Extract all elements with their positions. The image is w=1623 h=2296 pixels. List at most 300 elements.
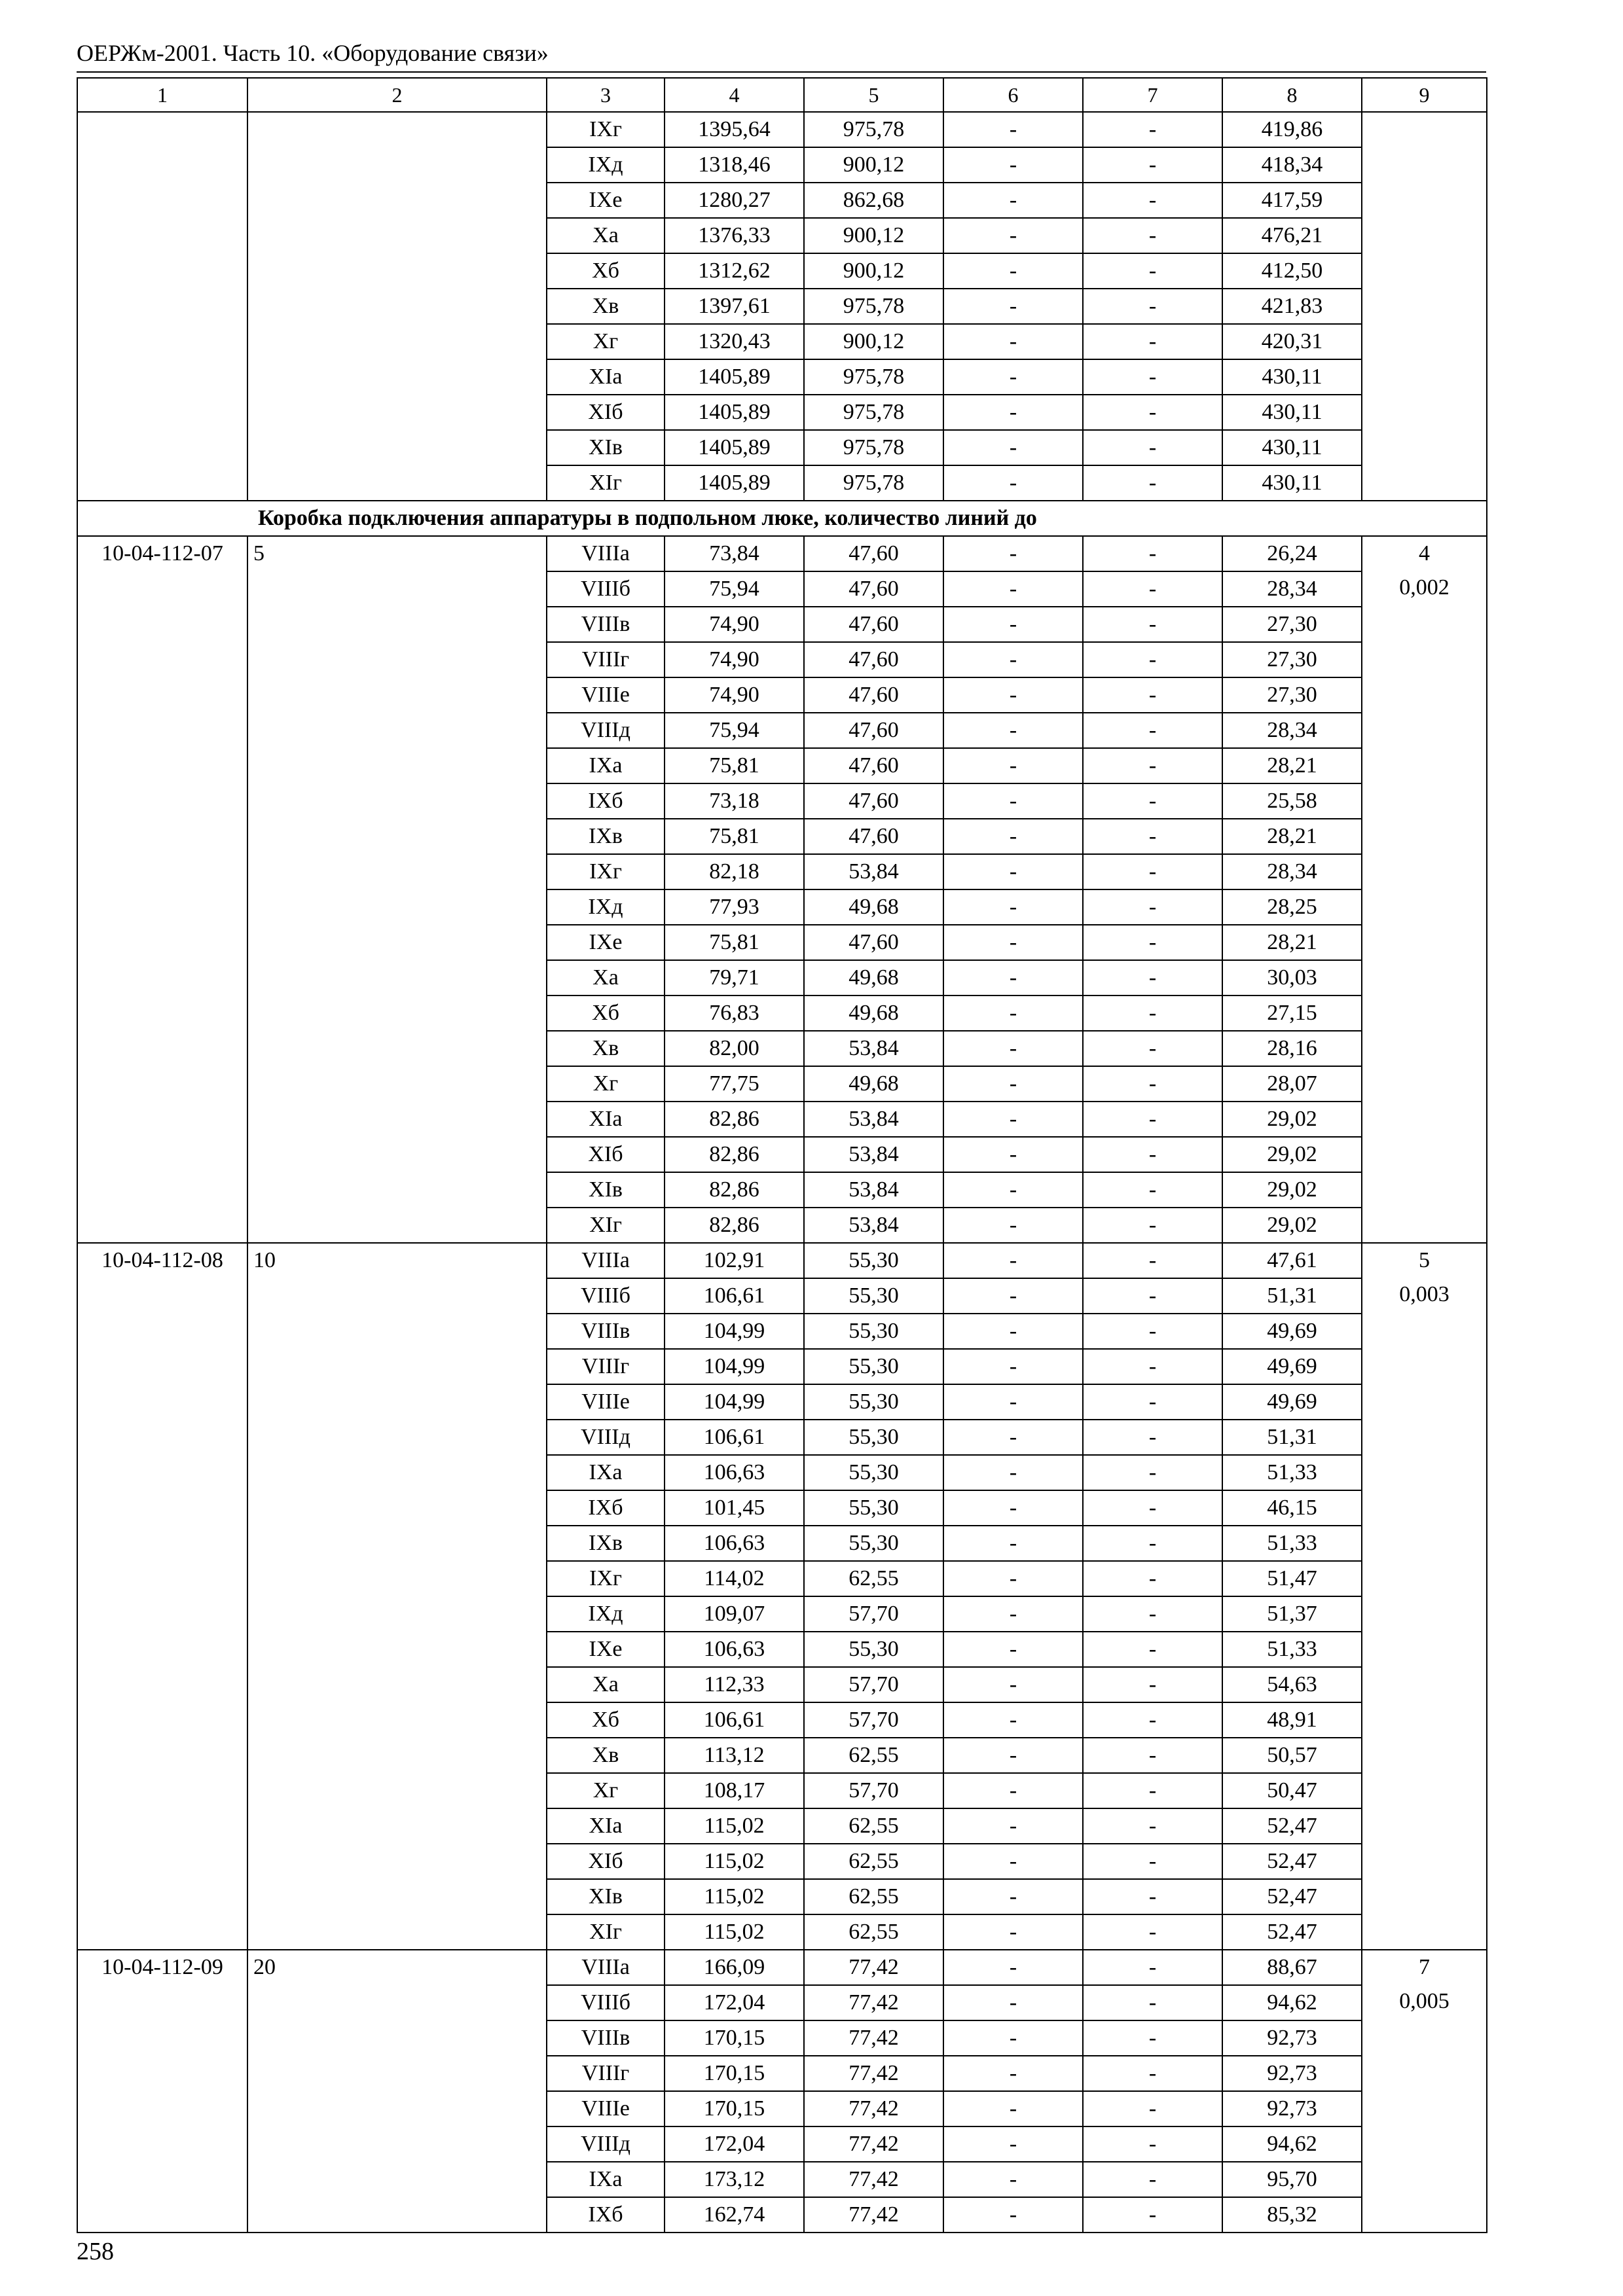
table-cell: 57,70 <box>804 1702 943 1738</box>
table-cell: 1395,64 <box>665 112 804 147</box>
table-cell: VIIIе <box>547 677 665 713</box>
table-row <box>77 536 1487 571</box>
col9-value: 7 <box>1419 1955 1430 1979</box>
table-cell: - <box>1083 677 1222 713</box>
table-cell: 75,81 <box>665 925 804 960</box>
table-cell: VIIIд <box>547 713 665 748</box>
table-cell: 900,12 <box>804 253 943 289</box>
code-cell: 10-04-112-08 <box>77 1243 247 1950</box>
table-cell: 29,02 <box>1222 1172 1362 1208</box>
table-cell: 28,21 <box>1222 819 1362 854</box>
table-cell: - <box>1083 2020 1222 2056</box>
table-cell: 57,70 <box>804 1667 943 1702</box>
table-cell: - <box>1083 1950 1222 1985</box>
table-cell: 28,21 <box>1222 748 1362 783</box>
table-cell: - <box>1083 1490 1222 1526</box>
table-cell: - <box>943 889 1083 925</box>
table-cell: 75,94 <box>665 571 804 607</box>
price-table <box>77 77 1487 2233</box>
table-cell: - <box>1083 1243 1222 1278</box>
table-cell: XIг <box>547 1208 665 1243</box>
table-row <box>77 112 1487 147</box>
table-cell: 77,42 <box>804 2091 943 2126</box>
table-cell: 115,02 <box>665 1879 804 1914</box>
table-cell: - <box>1083 430 1222 465</box>
table-cell: 85,32 <box>1222 2197 1362 2233</box>
table-cell: 430,11 <box>1222 465 1362 501</box>
table-cell: 115,02 <box>665 1844 804 1879</box>
table-cell: - <box>943 1031 1083 1066</box>
table-cell: - <box>1083 1455 1222 1490</box>
table-cell: 115,02 <box>665 1914 804 1950</box>
table-cell: 27,30 <box>1222 607 1362 642</box>
table-cell: - <box>943 2056 1083 2091</box>
table-cell: - <box>1083 289 1222 324</box>
table-cell: - <box>943 1702 1083 1738</box>
table-cell: VIIIб <box>547 1278 665 1314</box>
table-cell: 79,71 <box>665 960 804 996</box>
table-cell: 74,90 <box>665 677 804 713</box>
col9-value: 0,005 <box>1399 1989 1450 2013</box>
table-cell: 900,12 <box>804 147 943 183</box>
table-cell: - <box>943 1844 1083 1879</box>
table-cell: - <box>943 1137 1083 1172</box>
col9-cell <box>1362 1243 1487 1950</box>
section-title: Коробка подключения аппаратуры в подпольном люке, количество линий до <box>77 501 1487 536</box>
page-number: 258 <box>77 2238 114 2265</box>
table-cell: - <box>1083 1596 1222 1632</box>
table-cell: 113,12 <box>665 1738 804 1773</box>
table-cell: 112,33 <box>665 1667 804 1702</box>
table-cell: 430,11 <box>1222 359 1362 395</box>
table-cell: VIIIб <box>547 1985 665 2020</box>
table-cell: 421,83 <box>1222 289 1362 324</box>
table-cell: - <box>1083 783 1222 819</box>
table-cell: 1405,89 <box>665 395 804 430</box>
table-cell: IXг <box>547 854 665 889</box>
table-cell: 115,02 <box>665 1808 804 1844</box>
table-cell: - <box>1083 642 1222 677</box>
table-cell: - <box>1083 1208 1222 1243</box>
table-cell: 55,30 <box>804 1349 943 1384</box>
table-cell: - <box>943 819 1083 854</box>
table-cell: - <box>1083 2056 1222 2091</box>
table-cell: IXб <box>547 783 665 819</box>
table-cell: 51,31 <box>1222 1420 1362 1455</box>
table-cell: - <box>1083 2091 1222 2126</box>
table-cell: 55,30 <box>804 1420 943 1455</box>
table-cell: - <box>943 854 1083 889</box>
table-cell: - <box>943 2162 1083 2197</box>
table-cell: Xг <box>547 1066 665 1102</box>
table-cell: - <box>1083 1808 1222 1844</box>
column-header: 3 <box>547 78 665 112</box>
table-cell: 47,60 <box>804 536 943 571</box>
table-cell: - <box>943 1490 1083 1526</box>
table-cell: 82,00 <box>665 1031 804 1066</box>
table-cell: 53,84 <box>804 1208 943 1243</box>
table-cell: - <box>1083 324 1222 359</box>
table-cell: - <box>943 783 1083 819</box>
table-cell: - <box>1083 2126 1222 2162</box>
table-cell: 82,86 <box>665 1172 804 1208</box>
table-cell: IXе <box>547 925 665 960</box>
table-cell: 62,55 <box>804 1914 943 1950</box>
table-cell: XIв <box>547 430 665 465</box>
table-cell: - <box>943 183 1083 218</box>
table-cell: 55,30 <box>804 1384 943 1420</box>
table-cell: - <box>943 1596 1083 1632</box>
table-cell: - <box>943 642 1083 677</box>
table-cell: IXг <box>547 112 665 147</box>
table-cell: 104,99 <box>665 1384 804 1420</box>
column-header-row <box>77 78 1487 112</box>
table-cell: - <box>1083 1879 1222 1914</box>
table-cell: - <box>943 677 1083 713</box>
table-cell: IXе <box>547 183 665 218</box>
table-cell: - <box>1083 748 1222 783</box>
table-cell: - <box>943 1808 1083 1844</box>
table-cell: 47,60 <box>804 783 943 819</box>
table-cell: 77,42 <box>804 2126 943 2162</box>
table-cell: VIIIд <box>547 2126 665 2162</box>
table-cell: 51,33 <box>1222 1526 1362 1561</box>
table-cell: - <box>943 1384 1083 1420</box>
table-cell: Xг <box>547 1773 665 1808</box>
table-cell: - <box>1083 1738 1222 1773</box>
table-cell: - <box>943 996 1083 1031</box>
table-cell: 82,86 <box>665 1208 804 1243</box>
table-cell: 77,42 <box>804 1985 943 2020</box>
table-cell: 54,63 <box>1222 1667 1362 1702</box>
table-cell: XIб <box>547 1137 665 1172</box>
table-cell: - <box>943 1314 1083 1349</box>
header-rule <box>77 71 1486 73</box>
table-cell: 1405,89 <box>665 430 804 465</box>
table-cell: XIг <box>547 1914 665 1950</box>
table-cell: 57,70 <box>804 1596 943 1632</box>
code-cell: 10-04-112-09 <box>77 1950 247 2233</box>
table-cell: - <box>1083 2162 1222 2197</box>
table-cell: 29,02 <box>1222 1208 1362 1243</box>
table-cell: 25,58 <box>1222 783 1362 819</box>
table-cell: 55,30 <box>804 1455 943 1490</box>
param-cell: 20 <box>247 1950 547 2233</box>
table-cell: - <box>943 430 1083 465</box>
table-cell: 49,69 <box>1222 1384 1362 1420</box>
table-cell: 1405,89 <box>665 465 804 501</box>
table-cell: 75,81 <box>665 819 804 854</box>
table-cell: 49,68 <box>804 1066 943 1102</box>
table-cell: - <box>1083 1702 1222 1738</box>
table-cell: - <box>1083 1384 1222 1420</box>
table-cell: 27,15 <box>1222 996 1362 1031</box>
table-cell: 53,84 <box>804 1172 943 1208</box>
table-cell: VIIIв <box>547 2020 665 2056</box>
table-cell: 170,15 <box>665 2056 804 2091</box>
table-cell: 52,47 <box>1222 1808 1362 1844</box>
table-cell: 170,15 <box>665 2020 804 2056</box>
table-cell: IXб <box>547 2197 665 2233</box>
table-cell: 51,31 <box>1222 1278 1362 1314</box>
table-cell: 173,12 <box>665 2162 804 2197</box>
table-cell: - <box>1083 183 1222 218</box>
table-cell: 420,31 <box>1222 324 1362 359</box>
table-cell: 106,61 <box>665 1420 804 1455</box>
table-cell: 900,12 <box>804 218 943 253</box>
table-cell: 28,34 <box>1222 713 1362 748</box>
table-cell: 94,62 <box>1222 1985 1362 2020</box>
table-cell: Xв <box>547 289 665 324</box>
table-cell: XIа <box>547 1808 665 1844</box>
table-cell: 900,12 <box>804 324 943 359</box>
col9-cell <box>1362 112 1487 501</box>
table-cell: 92,73 <box>1222 2056 1362 2091</box>
table-cell: - <box>943 2197 1083 2233</box>
table-cell: 101,45 <box>665 1490 804 1526</box>
table-cell: 1312,62 <box>665 253 804 289</box>
table-cell: 418,34 <box>1222 147 1362 183</box>
param-cell <box>247 112 547 501</box>
section-title-row <box>77 501 1487 536</box>
table-cell: XIб <box>547 395 665 430</box>
table-cell: - <box>1083 1420 1222 1455</box>
table-cell: 51,47 <box>1222 1561 1362 1596</box>
table-cell: - <box>1083 1278 1222 1314</box>
table-cell: - <box>943 1208 1083 1243</box>
table-cell: 75,94 <box>665 713 804 748</box>
column-header: 8 <box>1222 78 1362 112</box>
table-cell: IXа <box>547 748 665 783</box>
table-cell: - <box>1083 395 1222 430</box>
table-cell: 30,03 <box>1222 960 1362 996</box>
table-cell: 62,55 <box>804 1879 943 1914</box>
table-cell: Xа <box>547 218 665 253</box>
table-cell: - <box>1083 571 1222 607</box>
table-cell: Xб <box>547 253 665 289</box>
table-cell: 106,63 <box>665 1526 804 1561</box>
table-cell: - <box>1083 1172 1222 1208</box>
table-cell: - <box>943 925 1083 960</box>
table-cell: 55,30 <box>804 1278 943 1314</box>
column-header: 7 <box>1083 78 1222 112</box>
code-cell: 10-04-112-07 <box>77 536 247 1243</box>
table-cell: 47,60 <box>804 677 943 713</box>
table-cell: - <box>943 1667 1083 1702</box>
table-cell: 48,91 <box>1222 1702 1362 1738</box>
table-cell: 94,62 <box>1222 2126 1362 2162</box>
table-cell: 73,84 <box>665 536 804 571</box>
table-cell: 975,78 <box>804 289 943 324</box>
table-cell: VIIIг <box>547 642 665 677</box>
column-header: 2 <box>247 78 547 112</box>
table-cell: XIб <box>547 1844 665 1879</box>
table-cell: - <box>943 112 1083 147</box>
table-cell: - <box>1083 1844 1222 1879</box>
table-cell: - <box>1083 359 1222 395</box>
column-header: 6 <box>943 78 1083 112</box>
table-cell: - <box>1083 713 1222 748</box>
table-cell: - <box>943 253 1083 289</box>
table-cell: XIа <box>547 359 665 395</box>
table-cell: IXб <box>547 1490 665 1526</box>
table-cell: 55,30 <box>804 1314 943 1349</box>
table-cell: 975,78 <box>804 430 943 465</box>
table-cell: 55,30 <box>804 1243 943 1278</box>
table-cell: Xа <box>547 960 665 996</box>
table-cell: 77,93 <box>665 889 804 925</box>
table-cell: 77,42 <box>804 2162 943 2197</box>
table-cell: 53,84 <box>804 1031 943 1066</box>
table-cell: 74,90 <box>665 642 804 677</box>
table-cell: 47,61 <box>1222 1243 1362 1278</box>
column-header: 1 <box>77 78 247 112</box>
table-cell: - <box>1083 1985 1222 2020</box>
table-cell: - <box>1083 1349 1222 1384</box>
table-cell: 77,42 <box>804 1950 943 1985</box>
table-cell: 46,15 <box>1222 1490 1362 1526</box>
table-cell: 53,84 <box>804 1137 943 1172</box>
table-cell: 77,42 <box>804 2056 943 2091</box>
table-cell: - <box>943 1985 1083 2020</box>
table-cell: - <box>1083 112 1222 147</box>
table-cell: - <box>1083 1561 1222 1596</box>
table-cell: - <box>1083 889 1222 925</box>
table-cell: IXе <box>547 1632 665 1667</box>
table-cell: 412,50 <box>1222 253 1362 289</box>
table-cell: 50,57 <box>1222 1738 1362 1773</box>
table-cell: VIIIа <box>547 536 665 571</box>
table-cell: 50,47 <box>1222 1773 1362 1808</box>
table-row <box>77 1950 1487 1985</box>
code-cell <box>77 112 247 501</box>
table-cell: - <box>1083 147 1222 183</box>
table-cell: 76,83 <box>665 996 804 1031</box>
table-cell: 47,60 <box>804 748 943 783</box>
table-cell: 62,55 <box>804 1808 943 1844</box>
param-cell: 5 <box>247 536 547 1243</box>
table-cell: XIв <box>547 1879 665 1914</box>
table-cell: VIIIв <box>547 607 665 642</box>
table-cell: 47,60 <box>804 819 943 854</box>
table-cell: - <box>943 713 1083 748</box>
table-cell: 52,47 <box>1222 1914 1362 1950</box>
table-cell: 419,86 <box>1222 112 1362 147</box>
table-cell: 417,59 <box>1222 183 1362 218</box>
table-cell: 26,24 <box>1222 536 1362 571</box>
table-cell: - <box>943 359 1083 395</box>
table-cell: 88,67 <box>1222 1950 1362 1985</box>
table-cell: - <box>943 1455 1083 1490</box>
table-cell: Xа <box>547 1667 665 1702</box>
table-cell: 82,86 <box>665 1137 804 1172</box>
table-cell: 28,34 <box>1222 854 1362 889</box>
table-cell: - <box>943 1102 1083 1137</box>
table-cell: 1280,27 <box>665 183 804 218</box>
table-cell: 1397,61 <box>665 289 804 324</box>
table-cell: 55,30 <box>804 1526 943 1561</box>
table-cell: 430,11 <box>1222 430 1362 465</box>
table-cell: 49,69 <box>1222 1349 1362 1384</box>
table-cell: 82,18 <box>665 854 804 889</box>
table-cell: 104,99 <box>665 1349 804 1384</box>
table-cell: IXд <box>547 889 665 925</box>
table-cell: 29,02 <box>1222 1137 1362 1172</box>
table-cell: 102,91 <box>665 1243 804 1278</box>
table-cell: - <box>1083 854 1222 889</box>
table-cell: 47,60 <box>804 607 943 642</box>
table-cell: - <box>1083 607 1222 642</box>
table-cell: 51,37 <box>1222 1596 1362 1632</box>
table-cell: - <box>1083 1137 1222 1172</box>
page-header-title: ОЕРЖм-2001. Часть 10. «Оборудование связи» <box>77 40 549 66</box>
table-cell: - <box>1083 1773 1222 1808</box>
table-cell: - <box>1083 1667 1222 1702</box>
table-cell: 1320,43 <box>665 324 804 359</box>
table-cell: - <box>1083 253 1222 289</box>
table-cell: 73,18 <box>665 783 804 819</box>
table-cell: - <box>943 1526 1083 1561</box>
table-cell: 49,68 <box>804 889 943 925</box>
table-cell: VIIIд <box>547 1420 665 1455</box>
table-cell: IXг <box>547 1561 665 1596</box>
table-cell: - <box>943 1243 1083 1278</box>
table-cell: 47,60 <box>804 713 943 748</box>
table-cell: - <box>943 1420 1083 1455</box>
table-cell: - <box>943 289 1083 324</box>
table-cell: 170,15 <box>665 2091 804 2126</box>
col9-value: 4 <box>1419 541 1430 565</box>
table-cell: 106,63 <box>665 1632 804 1667</box>
column-header: 5 <box>804 78 943 112</box>
table-cell: XIв <box>547 1172 665 1208</box>
param-cell: 10 <box>247 1243 547 1950</box>
table-cell: - <box>1083 819 1222 854</box>
table-cell: - <box>1083 1102 1222 1137</box>
table-cell: 1405,89 <box>665 359 804 395</box>
table-cell: 55,30 <box>804 1632 943 1667</box>
table-cell: 106,61 <box>665 1278 804 1314</box>
table-cell: 92,73 <box>1222 2020 1362 2056</box>
table-cell: 52,47 <box>1222 1844 1362 1879</box>
table-cell: - <box>1083 925 1222 960</box>
table-cell: - <box>943 960 1083 996</box>
table-cell: Xв <box>547 1031 665 1066</box>
table-cell: 92,73 <box>1222 2091 1362 2126</box>
table-cell: 27,30 <box>1222 677 1362 713</box>
table-cell: 104,99 <box>665 1314 804 1349</box>
table-cell: 75,81 <box>665 748 804 783</box>
table-cell: - <box>943 2020 1083 2056</box>
table-cell: 106,63 <box>665 1455 804 1490</box>
table-cell: - <box>1083 1066 1222 1102</box>
table-cell: 49,68 <box>804 996 943 1031</box>
col9-value: 0,003 <box>1399 1282 1450 1306</box>
table-cell: 82,86 <box>665 1102 804 1137</box>
table-cell: 62,55 <box>804 1561 943 1596</box>
table-cell: - <box>1083 465 1222 501</box>
table-cell: - <box>943 395 1083 430</box>
table-cell: 51,33 <box>1222 1455 1362 1490</box>
table-cell: - <box>943 1632 1083 1667</box>
table-cell: 28,34 <box>1222 571 1362 607</box>
table-cell: - <box>1083 536 1222 571</box>
table-cell: - <box>943 1879 1083 1914</box>
table-cell: 162,74 <box>665 2197 804 2233</box>
table-cell: - <box>943 324 1083 359</box>
table-cell: 166,09 <box>665 1950 804 1985</box>
table-cell: 49,68 <box>804 960 943 996</box>
